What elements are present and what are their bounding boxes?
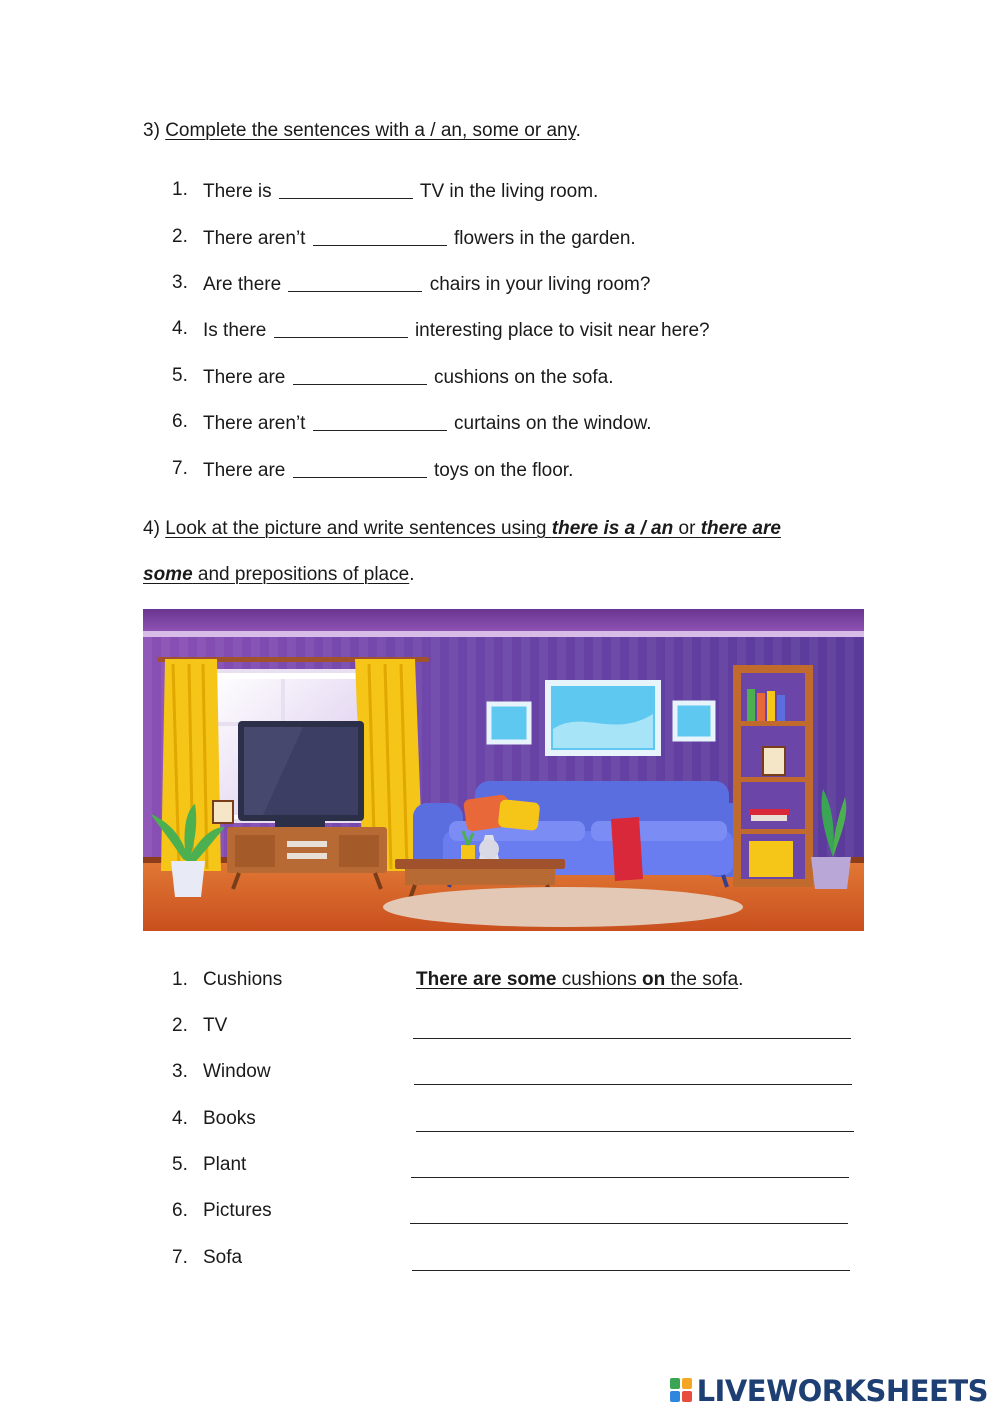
- section4-instruction-a: Look at the picture and write sentences using: [165, 518, 547, 539]
- item-number: 1.: [172, 969, 188, 990]
- tv: [238, 721, 364, 827]
- item-before: There is: [203, 181, 272, 202]
- answer-input-window[interactable]: [414, 1058, 852, 1085]
- answer-input-books[interactable]: [416, 1105, 854, 1132]
- item-after: cushions on the sofa.: [433, 367, 614, 388]
- item-before: Is there: [203, 320, 267, 341]
- answer-input-sofa[interactable]: [412, 1244, 850, 1271]
- item-before: There aren’t: [203, 228, 306, 249]
- item-before: There are: [203, 367, 286, 388]
- gap-blank[interactable]: [279, 180, 413, 199]
- item-label: Books: [203, 1108, 256, 1129]
- gap-blank[interactable]: [293, 459, 427, 478]
- item-number: 5.: [172, 1154, 188, 1175]
- gap-blank[interactable]: [288, 273, 422, 292]
- item-sentence: [203, 178, 598, 204]
- section4-number: 4): [143, 518, 160, 539]
- item-number: 6.: [172, 411, 188, 432]
- item-number: 7.: [172, 458, 188, 479]
- item-label: Plant: [203, 1154, 247, 1175]
- section4-instruction-e: some: [143, 564, 193, 585]
- item-label: Pictures: [203, 1200, 272, 1221]
- answer-input-pictures[interactable]: [410, 1197, 848, 1224]
- item-number: 3.: [172, 1061, 188, 1082]
- section4-instruction-b: there is a / an: [551, 518, 674, 539]
- living-room-illustration: [143, 609, 864, 931]
- example-plain-2: the sofa: [670, 969, 739, 990]
- section3-instruction: Complete the sentences with a / an, some or any: [165, 120, 576, 141]
- item-before: There aren’t: [203, 413, 306, 434]
- gap-blank[interactable]: [313, 412, 447, 431]
- living-room-svg: [143, 609, 864, 931]
- item-number: 7.: [172, 1247, 188, 1268]
- example-answer: [416, 968, 743, 992]
- item-number: 4.: [172, 318, 188, 339]
- item-number: 3.: [172, 272, 188, 293]
- item-sentence: [203, 225, 636, 251]
- section3-number: 3): [143, 120, 160, 141]
- bookshelf: [733, 665, 813, 887]
- item-after: toys on the floor.: [433, 460, 574, 481]
- item-number: 4.: [172, 1108, 188, 1129]
- item-sentence: [203, 364, 614, 390]
- example-bold-2: on: [642, 969, 666, 990]
- section4-heading-line2: [143, 563, 414, 587]
- item-label: TV: [203, 1015, 228, 1036]
- section3-heading: [143, 119, 581, 143]
- item-sentence: [203, 317, 710, 343]
- item-after: interesting place to visit near here?: [414, 320, 710, 341]
- item-sentence: [203, 410, 652, 436]
- item-label: Window: [203, 1061, 271, 1082]
- item-number: 1.: [172, 179, 188, 200]
- item-after: TV in the living room.: [419, 181, 599, 202]
- answer-input-plant[interactable]: [411, 1151, 849, 1178]
- rug: [383, 887, 743, 927]
- item-sentence: [203, 457, 573, 483]
- gap-blank[interactable]: [313, 227, 447, 246]
- gap-blank[interactable]: [293, 366, 427, 385]
- section4-instruction-c: or: [678, 518, 696, 539]
- answer-input-tv[interactable]: [413, 1012, 851, 1039]
- item-number: 2.: [172, 1015, 188, 1036]
- liveworksheets-logo[interactable]: [670, 1374, 988, 1408]
- item-label: Cushions: [203, 969, 283, 990]
- item-number: 2.: [172, 226, 188, 247]
- item-after: curtains on the window.: [454, 413, 652, 434]
- item-before: Are there: [203, 274, 282, 295]
- gap-blank[interactable]: [274, 319, 408, 338]
- item-number: 6.: [172, 1200, 188, 1221]
- section4-instruction-f: and prepositions of place: [197, 564, 410, 585]
- item-sentence: [203, 271, 650, 297]
- item-before: There are: [203, 460, 286, 481]
- example-plain-1: cushions: [561, 969, 637, 990]
- liveworksheets-logo-icon: [670, 1378, 694, 1404]
- item-after: chairs in your living room?: [429, 274, 651, 295]
- item-after: flowers in the garden.: [454, 228, 636, 249]
- section4-heading-line1: [143, 517, 781, 541]
- item-label: Sofa: [203, 1247, 243, 1268]
- section3-period: .: [575, 120, 581, 141]
- section4-period: .: [409, 564, 415, 585]
- example-bold-1: There are some: [416, 969, 557, 990]
- example-period: .: [738, 969, 744, 990]
- item-number: 5.: [172, 365, 188, 386]
- logo-text: LIVEWORKSHEETS: [696, 1374, 988, 1408]
- section4-instruction-d: there are: [700, 518, 781, 539]
